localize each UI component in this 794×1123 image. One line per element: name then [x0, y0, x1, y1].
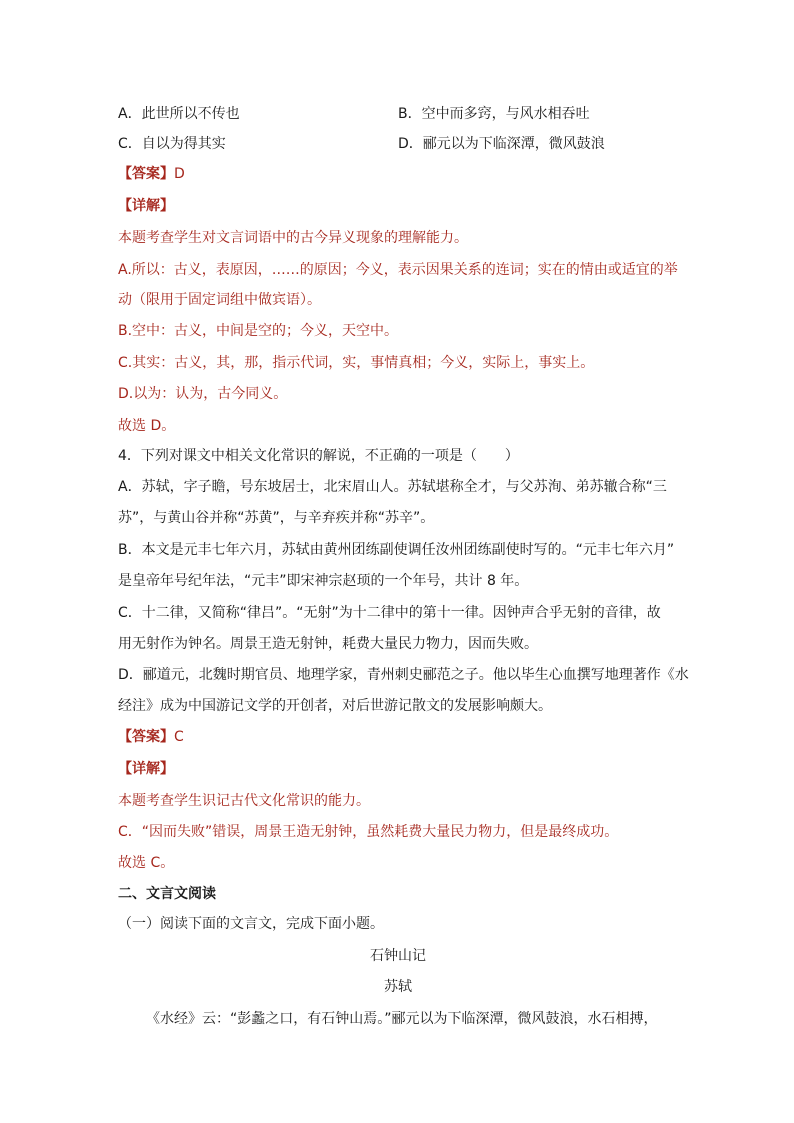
- q3-explain-a-line-1: A.所以：古义，表原因，……的原因；今义，表示因果关系的连词；实在的情由或适宜的举: [118, 262, 678, 278]
- section-sub-heading: （一）阅读下面的文言文，完成下面小题。: [118, 916, 384, 932]
- q3-conclusion: 故选 D。: [118, 418, 176, 434]
- q3-option-b: B．空中而多窍，与风水相吞吐: [398, 106, 590, 122]
- q4-explain-c: C．“因而失败”错误，周景王造无射钟，虽然耗费大量民力物力，但是最终成功。: [118, 824, 619, 840]
- q3-explain-c: C.其实：古义，其，那，指示代词，实，事情真相；今义，实际上，事实上。: [118, 355, 595, 371]
- q4-option-d-line-2: 经注》成为中国游记文学的开创者，对后世游记散文的发展影响颇大。: [118, 698, 552, 714]
- passage-first-line: 《水经》云：“彭蠡之口，有石钟山焉。”郦元以为下临深潭，微风鼓浪，水石相搏，: [146, 1011, 658, 1027]
- q3-explain-intro: 本题考查学生对文言词语中的古今异义现象的理解能力。: [118, 230, 468, 246]
- q4-option-d-line-1: D．郦道元，北魏时期官员、地理学家，青州刺史郦范之子。他以毕生心血撰写地理著作《水: [118, 667, 689, 683]
- q4-option-b-line-2: 是皇帝年号纪年法，“元丰”即宋神宗赵顼的一个年号，共计 8 年。: [118, 573, 529, 589]
- q4-answer: [118, 727, 678, 747]
- q3-answer-value: D: [174, 166, 185, 182]
- q3-option-a: A．此世所以不传也: [118, 106, 240, 122]
- q4-conclusion: 故选 C。: [118, 855, 175, 871]
- passage-author: 苏轼: [384, 979, 412, 995]
- q4-answer-tag: 【答案】: [118, 729, 174, 745]
- q3-explain-d: D.以为：认为，古今同义。: [118, 386, 288, 402]
- q3-explain-b: B.空中：古义，中间是空的；今义，天空中。: [118, 323, 399, 339]
- q4-option-c-line-1: C．十二律，又简称“律吕”。“无射”为十二律中的第十一律。因钟声合乎无射的音律，故: [118, 605, 661, 621]
- q4-option-b-line-1: B．本文是元丰七年六月，苏轼由黄州团练副使调任汝州团练副使时写的。“元丰七年六月”: [118, 542, 675, 558]
- q4-answer-value: C: [174, 729, 184, 745]
- q4-stem: 4．下列对课文中相关文化常识的解说，不正确的一项是（ ）: [118, 448, 519, 464]
- q4-option-a-line-1: A．苏轼，字子瞻，号东坡居士，北宋眉山人。苏轼堪称全才，与父苏洵、弟苏辙合称“三: [118, 479, 667, 495]
- q3-detail-tag: 【详解】: [118, 198, 174, 214]
- section-heading: 二、文言文阅读: [118, 886, 216, 902]
- q4-detail-tag: 【详解】: [118, 761, 174, 777]
- q3-option-c: C．自以为得其实: [118, 136, 226, 152]
- q3-option-d: D．郦元以为下临深潭，微风鼓浪: [398, 136, 605, 152]
- q4-explain-intro: 本题考查学生识记古代文化常识的能力。: [118, 793, 370, 809]
- passage-title: 石钟山记: [370, 948, 426, 964]
- q3-answer-tag: 【答案】: [118, 166, 174, 182]
- q3-answer: [118, 164, 678, 184]
- q4-option-c-line-2: 用无射作为钟名。周景王造无射钟，耗费大量民力物力，因而失败。: [118, 636, 538, 652]
- q4-option-a-line-2: 苏”，与黄山谷并称“苏黄”，与辛弃疾并称“苏辛”。: [118, 510, 435, 526]
- q3-explain-a-line-2: 动（限用于固定词组中做宾语）。: [118, 292, 321, 308]
